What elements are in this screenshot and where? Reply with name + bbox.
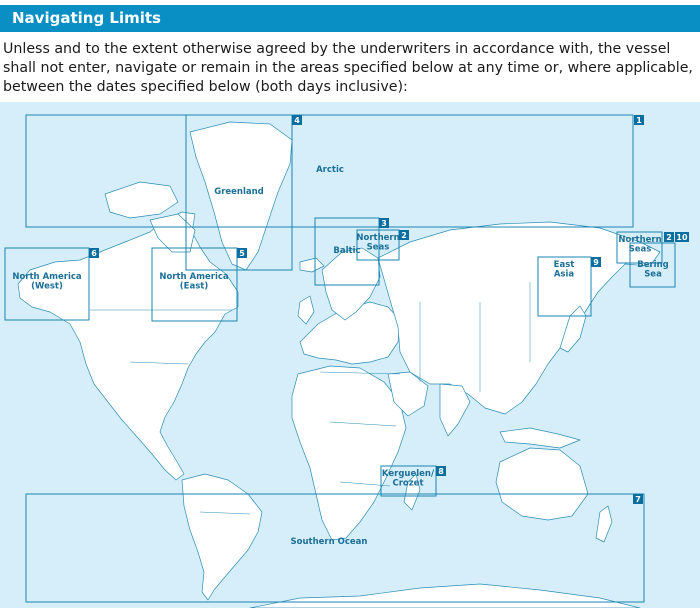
zone-9-badge [591, 257, 601, 267]
zone-7-badge-number: 7 [635, 495, 641, 504]
zone-7-badge [633, 494, 643, 504]
section-header [0, 5, 700, 32]
zone-8-badge [436, 466, 446, 476]
zone-2-label: Northern Seas [356, 233, 400, 253]
zone-4-badge-number: 4 [294, 116, 300, 125]
intro-paragraph: Unless and to the extent otherwise agreed by the underwriters in accordance with, the vessel shall not enter, navigate or remain in the areas specified below at any time or, where applicable, between the dates specified below (both days inclusive): [3, 41, 693, 95]
zone-3-badge [379, 218, 389, 228]
zone-9-label: East Asia [553, 260, 575, 280]
zone-7-label: Southern Ocean [290, 537, 368, 547]
zone-3-label: Baltic [333, 246, 361, 256]
zone-5-label: North America (East) [159, 272, 229, 292]
zone-9-badge-number: 9 [593, 258, 599, 267]
zone-5-badge-number: 5 [239, 249, 245, 258]
zone-2-badge [399, 230, 409, 240]
section-title: Navigating Limits [12, 9, 161, 27]
navigating-limits-map [0, 102, 700, 608]
zone-1-label: Arctic [316, 165, 344, 175]
zone-4-badge [292, 115, 302, 125]
zone-2-badge-number: 2 [401, 231, 407, 240]
zone-10-badge-number: 10 [676, 233, 688, 242]
zone-1-badge-number: 1 [636, 116, 642, 125]
zone-8-badge-number: 8 [438, 467, 444, 476]
zone-2-secondary-badge-number: 2 [666, 233, 672, 242]
zone-6-label: North America (West) [12, 272, 82, 292]
secondary-label-0: Northern Seas [618, 235, 662, 255]
zone-5-badge [237, 248, 247, 258]
zone-4-label: Greenland [214, 187, 264, 197]
zone-6-badge [89, 248, 99, 258]
zone-2-secondary-badge [664, 232, 674, 242]
zone-3-badge-number: 3 [381, 219, 387, 228]
zone-1-badge [634, 115, 644, 125]
zone-8-label: Kerguelen/ Crozet [381, 469, 435, 489]
zone-10-label: Bering Sea [637, 260, 669, 280]
zone-6-badge-number: 6 [91, 249, 97, 258]
zone-10-badge [675, 232, 689, 242]
